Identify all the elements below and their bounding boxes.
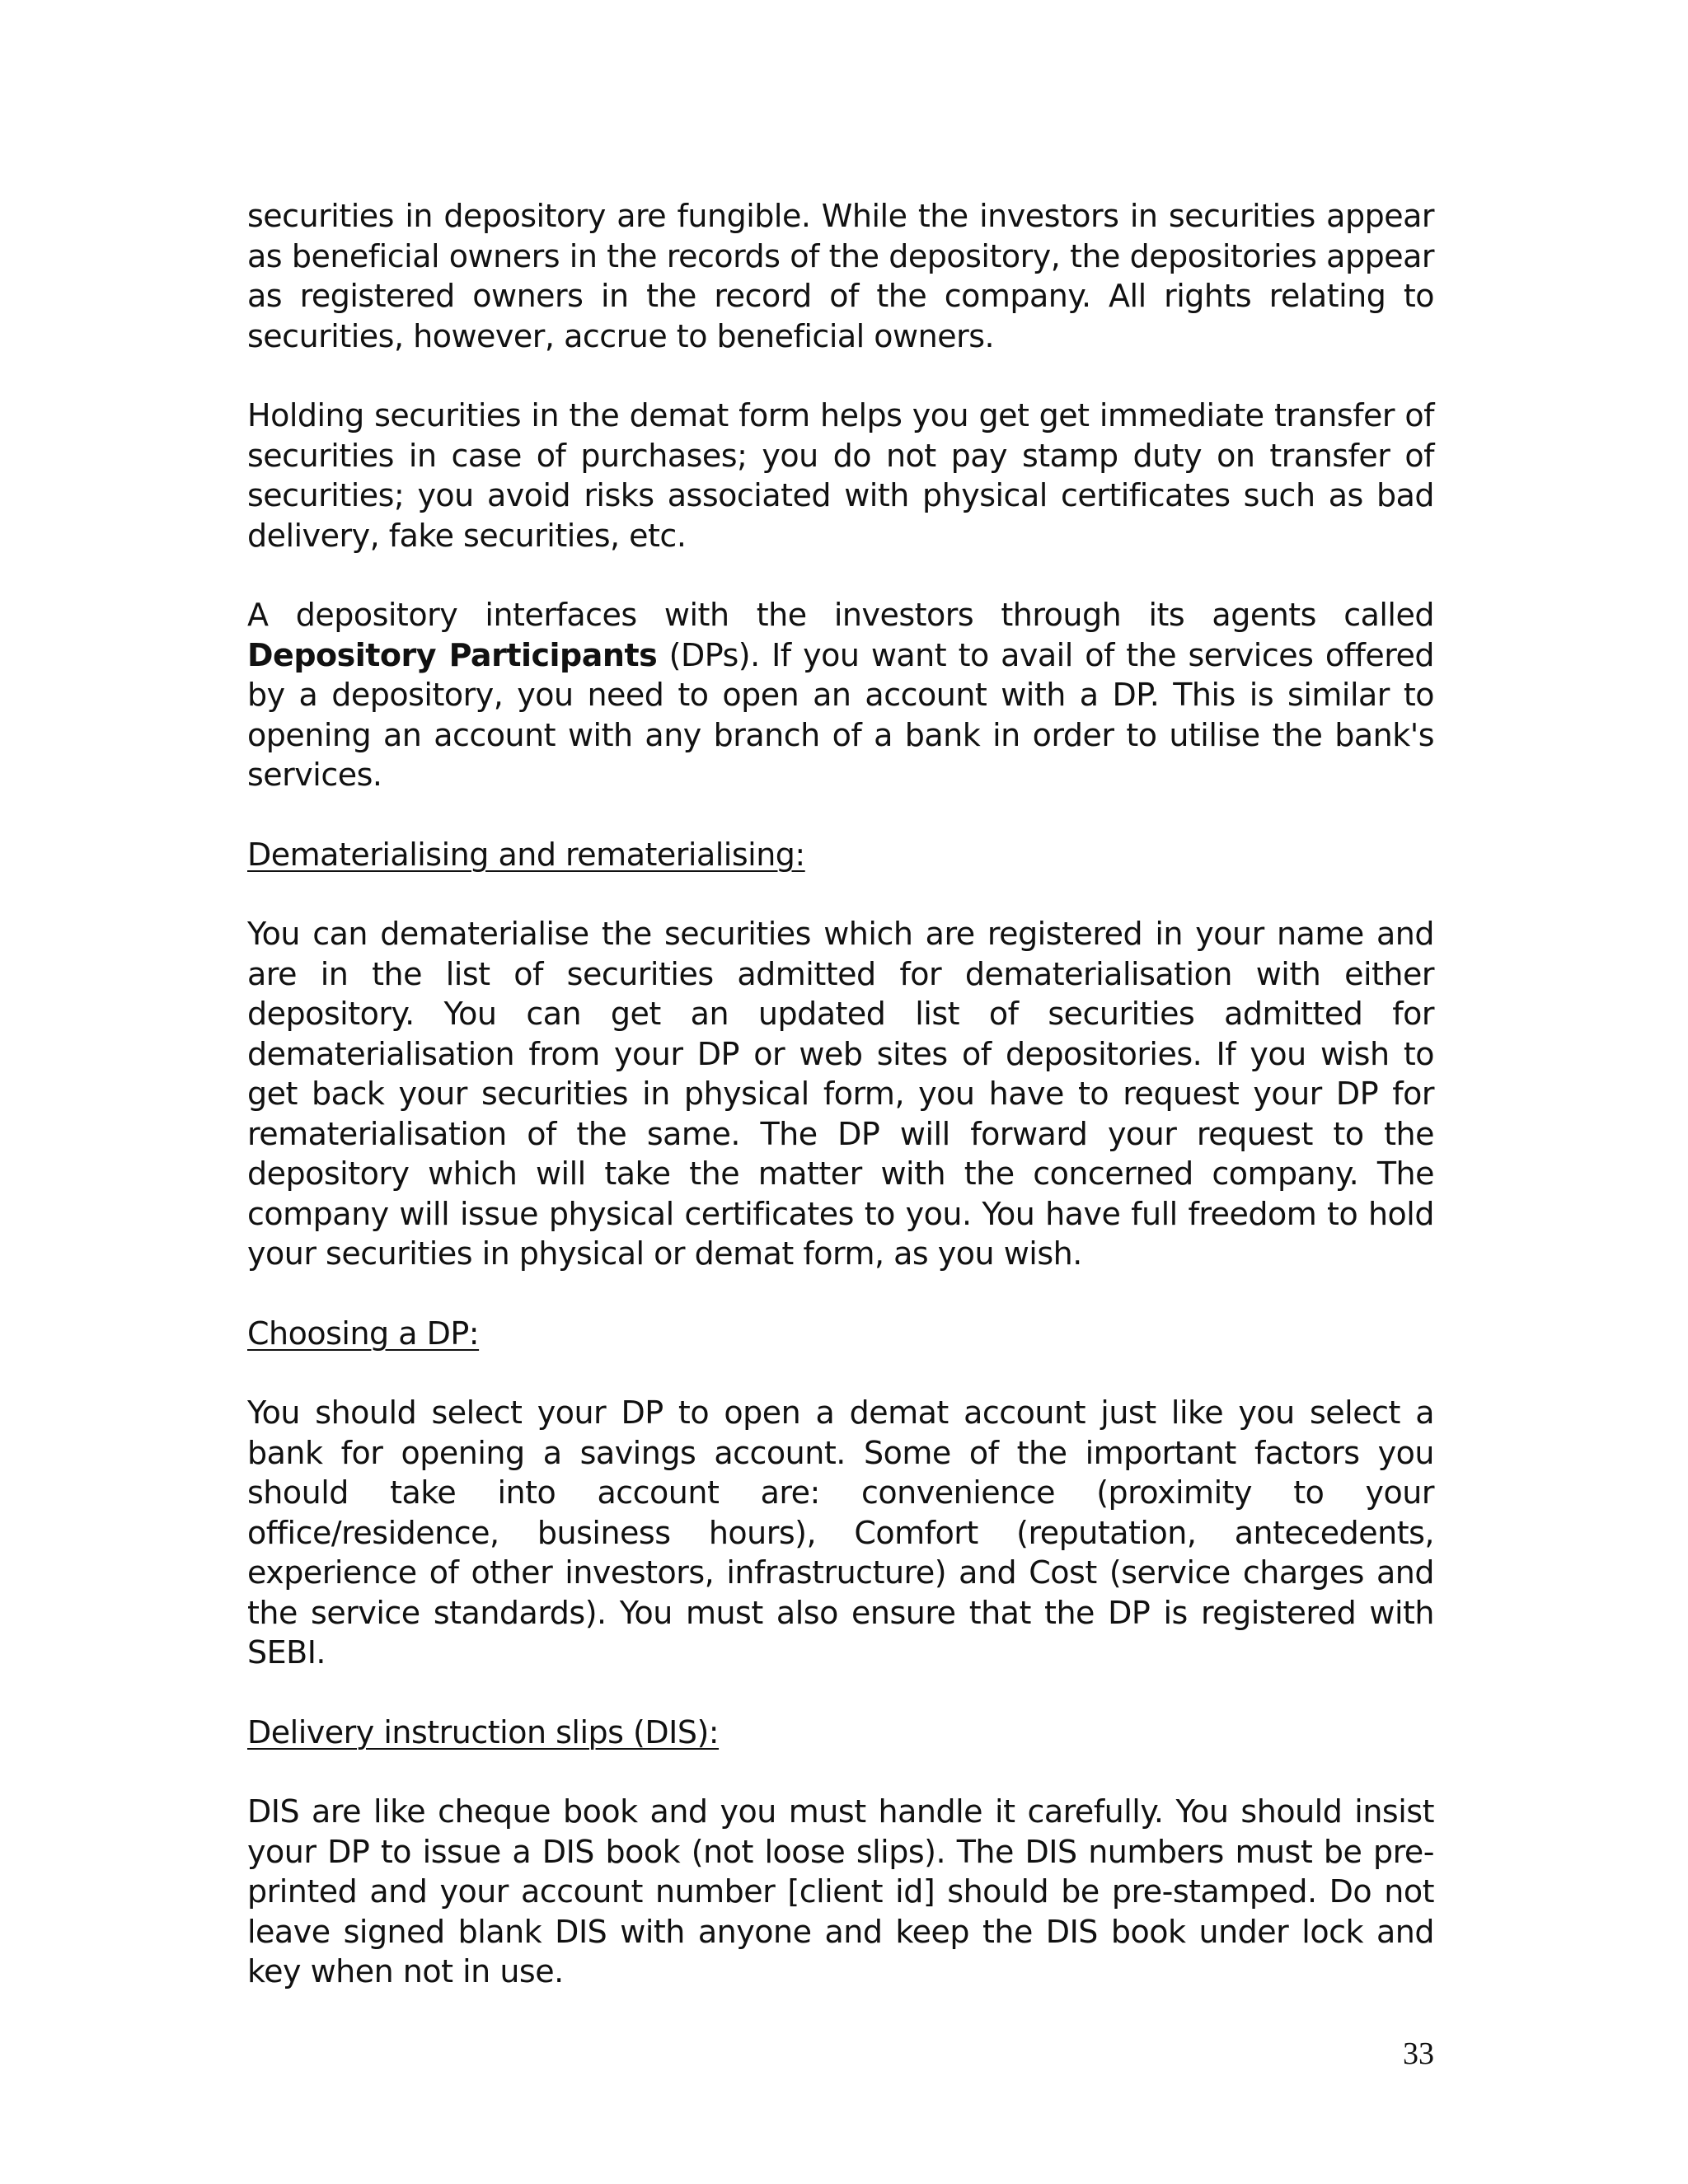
- heading-choosing-dp: Choosing a DP:: [247, 1315, 480, 1352]
- dp-bold-term: Depository Participants: [247, 636, 658, 673]
- paragraph-depository-participants: [247, 595, 1434, 795]
- paragraph-dematerialising: You can dematerialise the securities which are registered in your name and are in the list of securities admitted for dematerialisation with either depository. You can get an updated list of securities admitted for dematerialisation from your DP or web sites of depositories. If you wish to get back your securities in physical form, you have to request your DP for rematerialisation of the same. The DP will forward your request to the depository which will take the matter with the concerned company. The company will issue physical certificates to you. You have full freedom to hold your securities in physical or demat form, as you wish.: [247, 916, 1434, 1272]
- dp-text-before: A depository interfaces with the investors through its agents called: [247, 597, 1434, 633]
- heading-dematerialising: Dematerialising and rematerialising:: [247, 836, 805, 873]
- paragraph-choosing-dp: You should select your DP to open a demat account just like you select a bank for opening a savings account. Some of the important factors you should take into account are: convenience (proximity to your office/residence, business hours), Comfort (reputation, antecedents, experience of other investors, infrastructure) and Cost (service charges and the service standards). You must also ensure that the DP is registered with SEBI.: [247, 1394, 1434, 1671]
- heading-delivery-slips: Delivery instruction slips (DIS):: [247, 1713, 720, 1750]
- paragraph-demat-benefits: Holding securities in the demat form helps you get get immediate transfer of securities in case of purchases; you do not pay stamp duty on transfer of securities; you avoid risks associated with physical certificates such as bad delivery, fake securities, etc.: [247, 397, 1434, 554]
- dp-text-after: (DPs). If you want to avail of the services offered by a depository, you need to open an account with a DP. This is similar to opening an account with any branch of a bank in order to utilise the bank's services.: [247, 636, 1434, 793]
- page-body: [247, 196, 1434, 1992]
- page-number: 33: [1403, 2036, 1434, 2071]
- paragraph-delivery-slips: DIS are like cheque book and you must handle it carefully. You should insist your DP to issue a DIS book (not loose slips). The DIS numbers must be pre-printed and your account number [client id] should be pre-stamped. Do not leave signed blank DIS with anyone and keep the DIS book under lock and key when not in use.: [247, 1793, 1434, 1990]
- paragraph-fungible-securities: securities in depository are fungible. While the investors in securities appear as beneficial owners in the records of the depository, the depositories appear as registered owners in the record of the company. All rights relating to securities, however, accrue to beneficial owners.: [247, 198, 1434, 354]
